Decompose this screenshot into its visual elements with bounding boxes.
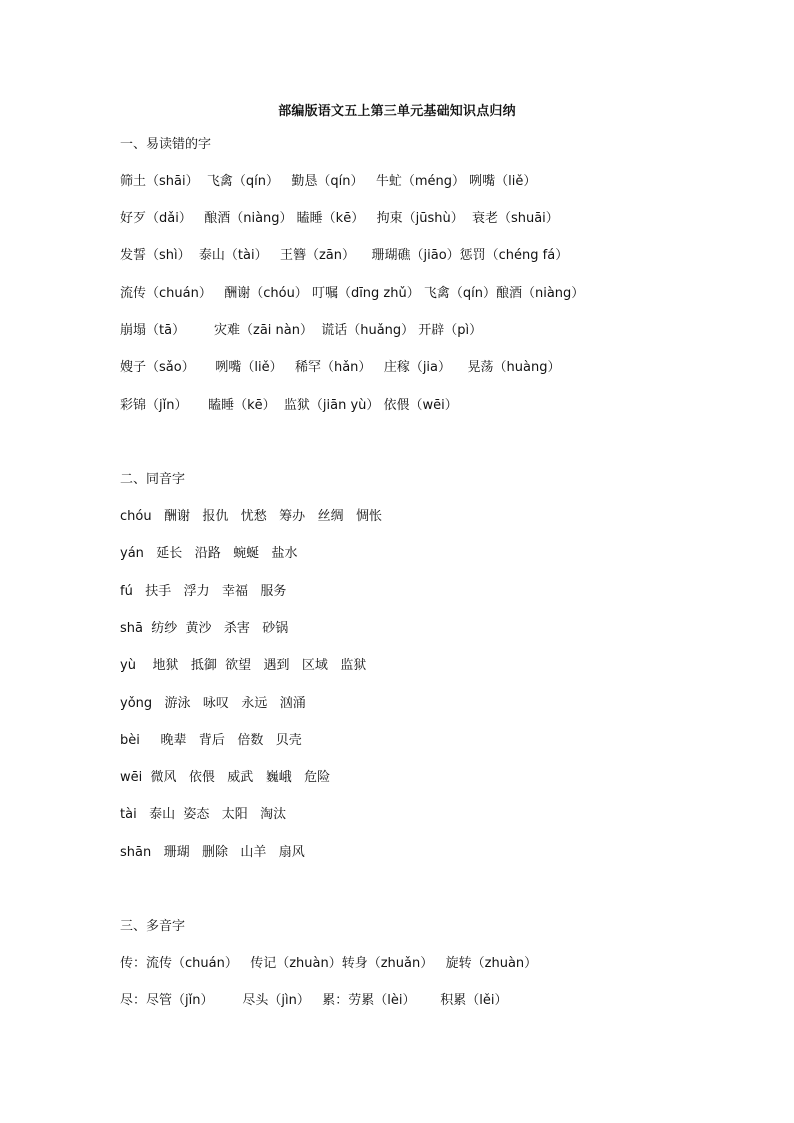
list-item: yù 地狱 抵御 欲望 遇到 区域 监狱 bbox=[120, 658, 367, 673]
list-item: 崩塌（tā） 灾难（zāi nàn） 谎话（huǎng） 开辟（pì） bbox=[120, 323, 483, 338]
list-item: tài 泰山 姿态 太阳 淘汰 bbox=[120, 807, 287, 822]
list-item: 流传（chuán） 酬谢（chóu） 叮嘱（dīng zhǔ） 飞禽（qín）酿酒（niàng） bbox=[120, 286, 585, 301]
section-heading-polyphones: 三、多音字 bbox=[120, 919, 186, 934]
list-item: bèi 晚辈 背后 倍数 贝壳 bbox=[120, 733, 302, 748]
section-heading-homophones: 二、同音字 bbox=[120, 472, 186, 487]
list-item: wēi 微风 依偎 威武 巍峨 危险 bbox=[120, 770, 331, 785]
list-item: shā 纺纱 黄沙 杀害 砂锅 bbox=[120, 621, 289, 636]
list-item: yán 延长 沿路 蜿蜒 盐水 bbox=[120, 546, 298, 561]
list-item: 好歹（dǎi） 酿酒（niàng） 瞌睡（kē） 拘束（jūshù） 衰老（shuāi） bbox=[120, 211, 559, 226]
list-item: 彩锦（jǐn） 瞌睡（kē） 监狱（jiān yù） 依偎（wēi） bbox=[120, 398, 458, 413]
list-item: 嫂子（sǎo） 咧嘴（liě） 稀罕（hǎn） 庄稼（jia） 晃荡（huàng） bbox=[120, 360, 561, 375]
section-heading-easy-misread: 一、易读错的字 bbox=[120, 137, 212, 152]
list-item: chóu 酬谢 报仇 忧愁 筹办 丝绸 惆怅 bbox=[120, 509, 382, 524]
list-item: 发誓（shì） 泰山（tài） 王簪（zān） 珊瑚礁（jiāo）惩罚（chéng fá） bbox=[120, 248, 569, 263]
list-item: 传：流传（chuán） 传记（zhuàn）转身（zhuǎn） 旋转（zhuàn） bbox=[120, 956, 538, 971]
list-item: fú 扶手 浮力 幸福 服务 bbox=[120, 584, 287, 599]
list-item: yǒng 游泳 咏叹 永远 汹涌 bbox=[120, 696, 306, 711]
list-item: shān 珊瑚 删除 山羊 扇风 bbox=[120, 845, 305, 860]
list-item: 筛土（shāi） 飞禽（qín） 勤恳（qín） 牛虻（méng） 咧嘴（liě） bbox=[120, 174, 537, 189]
document-title: 部编版语文五上第三单元基础知识点归纳 bbox=[278, 104, 516, 119]
list-item: 尽：尽管（jǐn） 尽头（jìn） 累：劳累（lèi） 积累（lěi） bbox=[120, 993, 508, 1008]
